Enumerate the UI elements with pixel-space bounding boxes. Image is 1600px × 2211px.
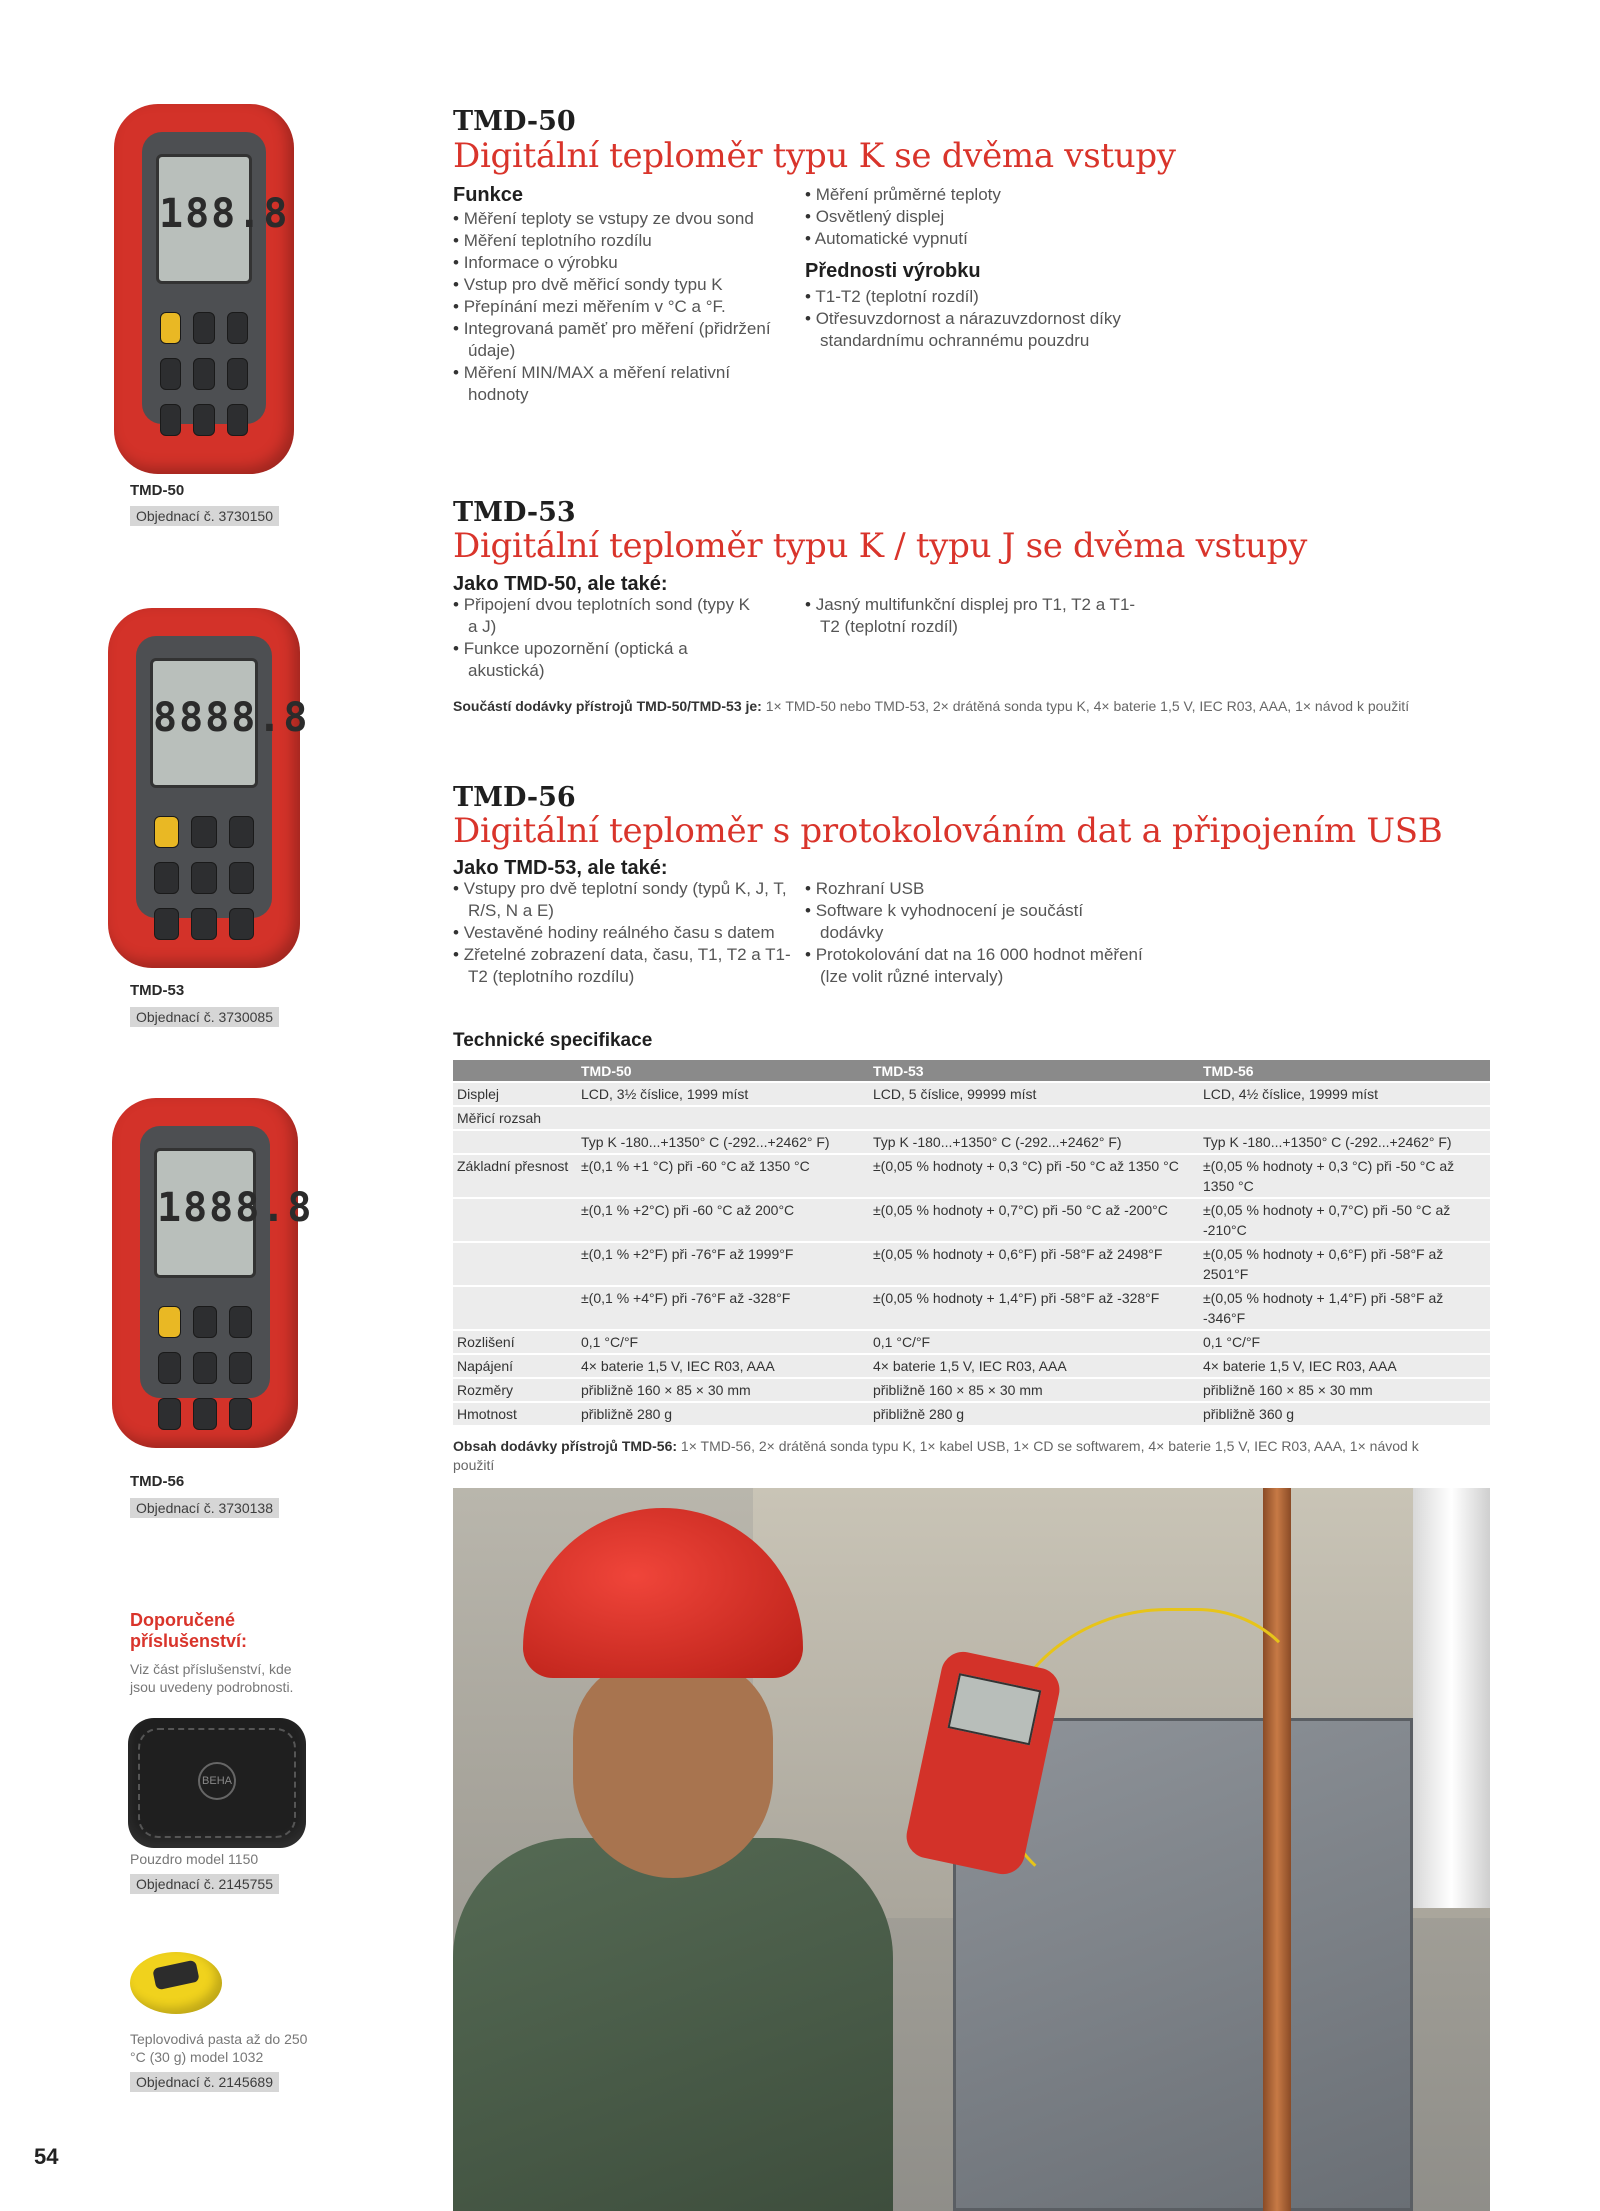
device-display: 8888.8 [150, 658, 258, 788]
spec-cell: ±(0,1 % +4°F) při -76°F až -328°F [577, 1287, 869, 1329]
order-number-tmd-50: Objednací č. 3730150 [130, 506, 279, 526]
device-key [229, 1352, 252, 1384]
functions-heading: Funkce [453, 184, 524, 206]
product-image-tmd-53 [108, 608, 310, 968]
device-key [193, 312, 214, 344]
carry-case-image [128, 1718, 306, 1848]
device-key [227, 358, 248, 390]
also-heading-tmd-56: Jako TMD-53, ale také: [453, 857, 668, 879]
delivery-contents-tmd-56 [453, 1437, 1453, 1475]
product-code-tmd-53: TMD-53 [453, 497, 576, 528]
spec-cell: ±(0,05 % hodnoty + 1,4°F) při -58°F až -328°F [869, 1287, 1199, 1329]
spec-cell: ±(0,05 % hodnoty + 0,7°C) při -50 °C až -210°C [1199, 1199, 1490, 1241]
list-item: • Informace o výrobku [453, 252, 783, 274]
also-heading-tmd-53: Jako TMD-50, ale také: [453, 573, 668, 595]
delivery-text: 1× TMD-50 nebo TMD-53, 2× drátěná sonda typu K, 4× baterie 1,5 V, IEC R03, AAA, 1× návod k použití [761, 698, 1410, 714]
table-row [453, 1403, 1490, 1425]
list-item: • Jasný multifunkční displej pro T1, T2 a T1-T2 (teplotní rozdíl) [805, 594, 1145, 638]
usage-photo [453, 1488, 1490, 2211]
device-face [142, 132, 290, 424]
spec-cell: 0,1 °C/°F [869, 1331, 1199, 1353]
order-number-case: Objednací č. 2145755 [130, 1874, 279, 1894]
spec-cell: přibližně 160 × 85 × 30 mm [577, 1379, 869, 1401]
features-list-tmd-56-col2 [805, 878, 1145, 988]
product-title-tmd-53: Digitální teploměr typu K / typu J se dvěma vstupy [453, 526, 1308, 566]
delivery-label: Obsah dodávky přístrojů TMD-56: [453, 1438, 678, 1454]
device-key [229, 908, 254, 940]
photo-white-pipe [1413, 1488, 1490, 1908]
device-key [193, 1398, 216, 1430]
power-key [154, 816, 179, 848]
spec-row-label [453, 1243, 577, 1285]
device-key [227, 404, 248, 436]
table-row [453, 1287, 1490, 1329]
list-item: • Měření MIN/MAX a měření relativní hodnoty [453, 362, 783, 406]
list-item: • Rozhraní USB [805, 878, 1145, 900]
product-title-tmd-56: Digitální teploměr s protokolováním dat a připojením USB [453, 811, 1443, 851]
accessory-caption-case: Pouzdro model 1150 [130, 1851, 259, 1867]
page-number: 54 [34, 2144, 59, 2169]
list-item: • Měření teplotního rozdílu [453, 230, 783, 252]
device-keypad [154, 816, 254, 940]
device-keypad [158, 1306, 252, 1430]
spec-header-cell: TMD-50 [577, 1060, 869, 1081]
features-list-tmd-56 [453, 878, 793, 988]
spec-cell: ±(0,05 % hodnoty + 0,3 °C) při -50 °C až 1350 °C [869, 1155, 1199, 1197]
product-image-tmd-50 [114, 104, 294, 474]
spec-cell: ±(0,1 % +1 °C) při -60 °C až 1350 °C [577, 1155, 869, 1197]
case-logo: BEHA [198, 1762, 236, 1800]
list-item: • Software k vyhodnocení je součástí dodávky [805, 900, 1145, 944]
device-key [229, 1306, 252, 1338]
spec-cell: 4× baterie 1,5 V, IEC R03, AAA [869, 1355, 1199, 1377]
list-item: • Zřetelné zobrazení data, času, T1, T2 a T1-T2 (teplotního rozdílu) [453, 944, 793, 988]
spec-row-label: Měřicí rozsah [453, 1107, 577, 1129]
list-item: • Protokolování dat na 16 000 hodnot měření (lze volit různé intervaly) [805, 944, 1145, 988]
spec-cell: přibližně 280 g [869, 1403, 1199, 1425]
delivery-contents-tmd-50-53 [453, 697, 1453, 716]
list-item: • Funkce upozornění (optická a akustická) [453, 638, 763, 682]
table-row [453, 1107, 1490, 1129]
order-number-tmd-56: Objednací č. 3730138 [130, 1498, 279, 1518]
photo-shirt [453, 1838, 893, 2211]
device-key [229, 1398, 252, 1430]
spec-table [453, 1058, 1490, 1427]
list-item: • Připojení dvou teplotních sond (typy K a J) [453, 594, 763, 638]
spec-cell: ±(0,05 % hodnoty + 1,4°F) při -58°F až -346°F [1199, 1287, 1490, 1329]
list-item: • Otřesuvzdornost a nárazuvzdornost díky standardnímu ochrannému pouzdru [805, 308, 1135, 352]
spec-row-label [453, 1199, 577, 1241]
device-key [229, 862, 254, 894]
list-item: • Měření průměrné teploty [805, 184, 1135, 206]
thermal-paste-image [130, 1952, 222, 2014]
order-number-paste: Objednací č. 2145689 [130, 2072, 279, 2092]
spec-cell: ±(0,05 % hodnoty + 0,6°F) při -58°F až 2498°F [869, 1243, 1199, 1285]
spec-row-label: Displej [453, 1083, 577, 1105]
device-key [193, 404, 214, 436]
spec-cell: ±(0,1 % +2°C) při -60 °C až 200°C [577, 1199, 869, 1241]
device-display: 188.8 [156, 154, 252, 284]
spec-header-cell [453, 1060, 577, 1081]
features-list-tmd-53-col2 [805, 594, 1145, 638]
functions-list-col2 [805, 184, 1135, 250]
spec-cell: LCD, 3½ číslice, 1999 míst [577, 1083, 869, 1105]
device-key [193, 1306, 216, 1338]
spec-cell: LCD, 5 číslice, 99999 míst [869, 1083, 1199, 1105]
device-keypad [160, 312, 248, 436]
spec-title: Technické specifikace [453, 1030, 653, 1051]
spec-row-label: Hmotnost [453, 1403, 577, 1425]
device-key [158, 1398, 181, 1430]
spec-row-label [453, 1287, 577, 1329]
device-key [193, 358, 214, 390]
accessory-caption-paste: Teplovodivá pasta až do 250 °C (30 g) model 1032 [130, 2031, 308, 2065]
spec-cell [1199, 1107, 1490, 1129]
spec-cell: Typ K -180...+1350° C (-292...+2462° F) [869, 1131, 1199, 1153]
table-row [453, 1243, 1490, 1285]
spec-cell: 4× baterie 1,5 V, IEC R03, AAA [1199, 1355, 1490, 1377]
delivery-label: Součástí dodávky přístrojů TMD-50/TMD-53 je: [453, 698, 762, 714]
device-face [136, 636, 310, 918]
product-code-tmd-50: TMD-50 [453, 106, 576, 137]
device-key [160, 358, 181, 390]
list-item: • Vestavěné hodiny reálného času s datem [453, 922, 793, 944]
spec-header-cell: TMD-56 [1199, 1060, 1490, 1081]
device-key [191, 816, 216, 848]
spec-cell: 0,1 °C/°F [1199, 1331, 1490, 1353]
photo-thermometer-display [948, 1673, 1042, 1745]
spec-cell: přibližně 280 g [577, 1403, 869, 1425]
accessories-note: Viz část příslušenství, kde jsou uvedeny podrobnosti. [130, 1661, 294, 1695]
product-title-tmd-50: Digitální teploměr typu K se dvěma vstupy [453, 136, 1176, 176]
device-key [227, 312, 248, 344]
paste-lid [152, 1960, 200, 1991]
device-key [193, 1352, 216, 1384]
spec-row-label: Rozlišení [453, 1331, 577, 1353]
spec-row-label: Rozměry [453, 1379, 577, 1401]
product-label-tmd-50: TMD-50 [130, 482, 185, 499]
features-list-tmd-53 [453, 594, 763, 682]
table-row [453, 1379, 1490, 1401]
delivery-text: 1× TMD-56, 2× drátěná sonda typu K, 1× kabel USB, 1× CD se softwarem, 4× baterie 1,5 V, IEC R03, AAA, 1× návod k použití [453, 1438, 1419, 1473]
spec-cell: ±(0,05 % hodnoty + 0,3 °C) při -50 °C až 1350 °C [1199, 1155, 1490, 1197]
product-label-tmd-56: TMD-56 [130, 1473, 185, 1490]
spec-row-label [453, 1131, 577, 1153]
device-key [191, 908, 216, 940]
list-item: • Vstup pro dvě měřicí sondy typu K [453, 274, 783, 296]
spec-cell: ±(0,1 % +2°F) při -76°F až 1999°F [577, 1243, 869, 1285]
device-key [160, 404, 181, 436]
table-row [453, 1083, 1490, 1105]
product-code-tmd-56: TMD-56 [453, 782, 576, 813]
table-row [453, 1331, 1490, 1353]
spec-cell: přibližně 160 × 85 × 30 mm [869, 1379, 1199, 1401]
device-key [154, 908, 179, 940]
spec-cell: LCD, 4½ číslice, 19999 míst [1199, 1083, 1490, 1105]
table-row [453, 1355, 1490, 1377]
device-face [140, 1126, 314, 1398]
spec-cell [869, 1107, 1199, 1129]
accessories-title: Doporučené příslušenství: [130, 1610, 248, 1651]
device-key [154, 862, 179, 894]
spec-cell: 0,1 °C/°F [577, 1331, 869, 1353]
list-item: • Automatické vypnutí [805, 228, 1135, 250]
spec-cell: 4× baterie 1,5 V, IEC R03, AAA [577, 1355, 869, 1377]
spec-cell: přibližně 160 × 85 × 30 mm [1199, 1379, 1490, 1401]
spec-cell: ±(0,05 % hodnoty + 0,7°C) při -50 °C až -200°C [869, 1199, 1199, 1241]
functions-list [453, 208, 783, 406]
spec-cell: Typ K -180...+1350° C (-292...+2462° F) [1199, 1131, 1490, 1153]
list-item: • Přepínání mezi měřením v °C a °F. [453, 296, 783, 318]
spec-cell [577, 1107, 869, 1129]
list-item: • Integrovaná paměť pro měření (přidržení údaje) [453, 318, 783, 362]
spec-header-cell: TMD-53 [869, 1060, 1199, 1081]
spec-cell: přibližně 360 g [1199, 1403, 1490, 1425]
device-display: 1888.8 [154, 1148, 256, 1278]
photo-hard-hat [523, 1508, 803, 1678]
power-key [158, 1306, 181, 1338]
device-key [191, 862, 216, 894]
product-label-tmd-53: TMD-53 [130, 982, 185, 999]
device-key [229, 816, 254, 848]
photo-technician [453, 1508, 913, 2211]
spec-header-row [453, 1060, 1490, 1081]
spec-row-label: Základní přesnost [453, 1155, 577, 1197]
power-key [160, 312, 181, 344]
order-number-tmd-53: Objednací č. 3730085 [130, 1007, 279, 1027]
product-image-tmd-56 [112, 1098, 314, 1448]
spec-cell: Typ K -180...+1350° C (-292...+2462° F) [577, 1131, 869, 1153]
table-row [453, 1199, 1490, 1241]
list-item: • T1-T2 (teplotní rozdíl) [805, 286, 1135, 308]
device-key [158, 1352, 181, 1384]
advantages-heading: Přednosti výrobku [805, 260, 981, 282]
spec-cell: ±(0,05 % hodnoty + 0,6°F) při -58°F až 2501°F [1199, 1243, 1490, 1285]
table-row [453, 1131, 1490, 1153]
advantages-list [805, 286, 1135, 352]
list-item: • Měření teploty se vstupy ze dvou sond [453, 208, 783, 230]
list-item: • Vstupy pro dvě teplotní sondy (typů K, J, T, R/S, N a E) [453, 878, 793, 922]
spec-row-label: Napájení [453, 1355, 577, 1377]
photo-face [573, 1658, 773, 1878]
list-item: • Osvětlený displej [805, 206, 1135, 228]
table-row [453, 1155, 1490, 1197]
